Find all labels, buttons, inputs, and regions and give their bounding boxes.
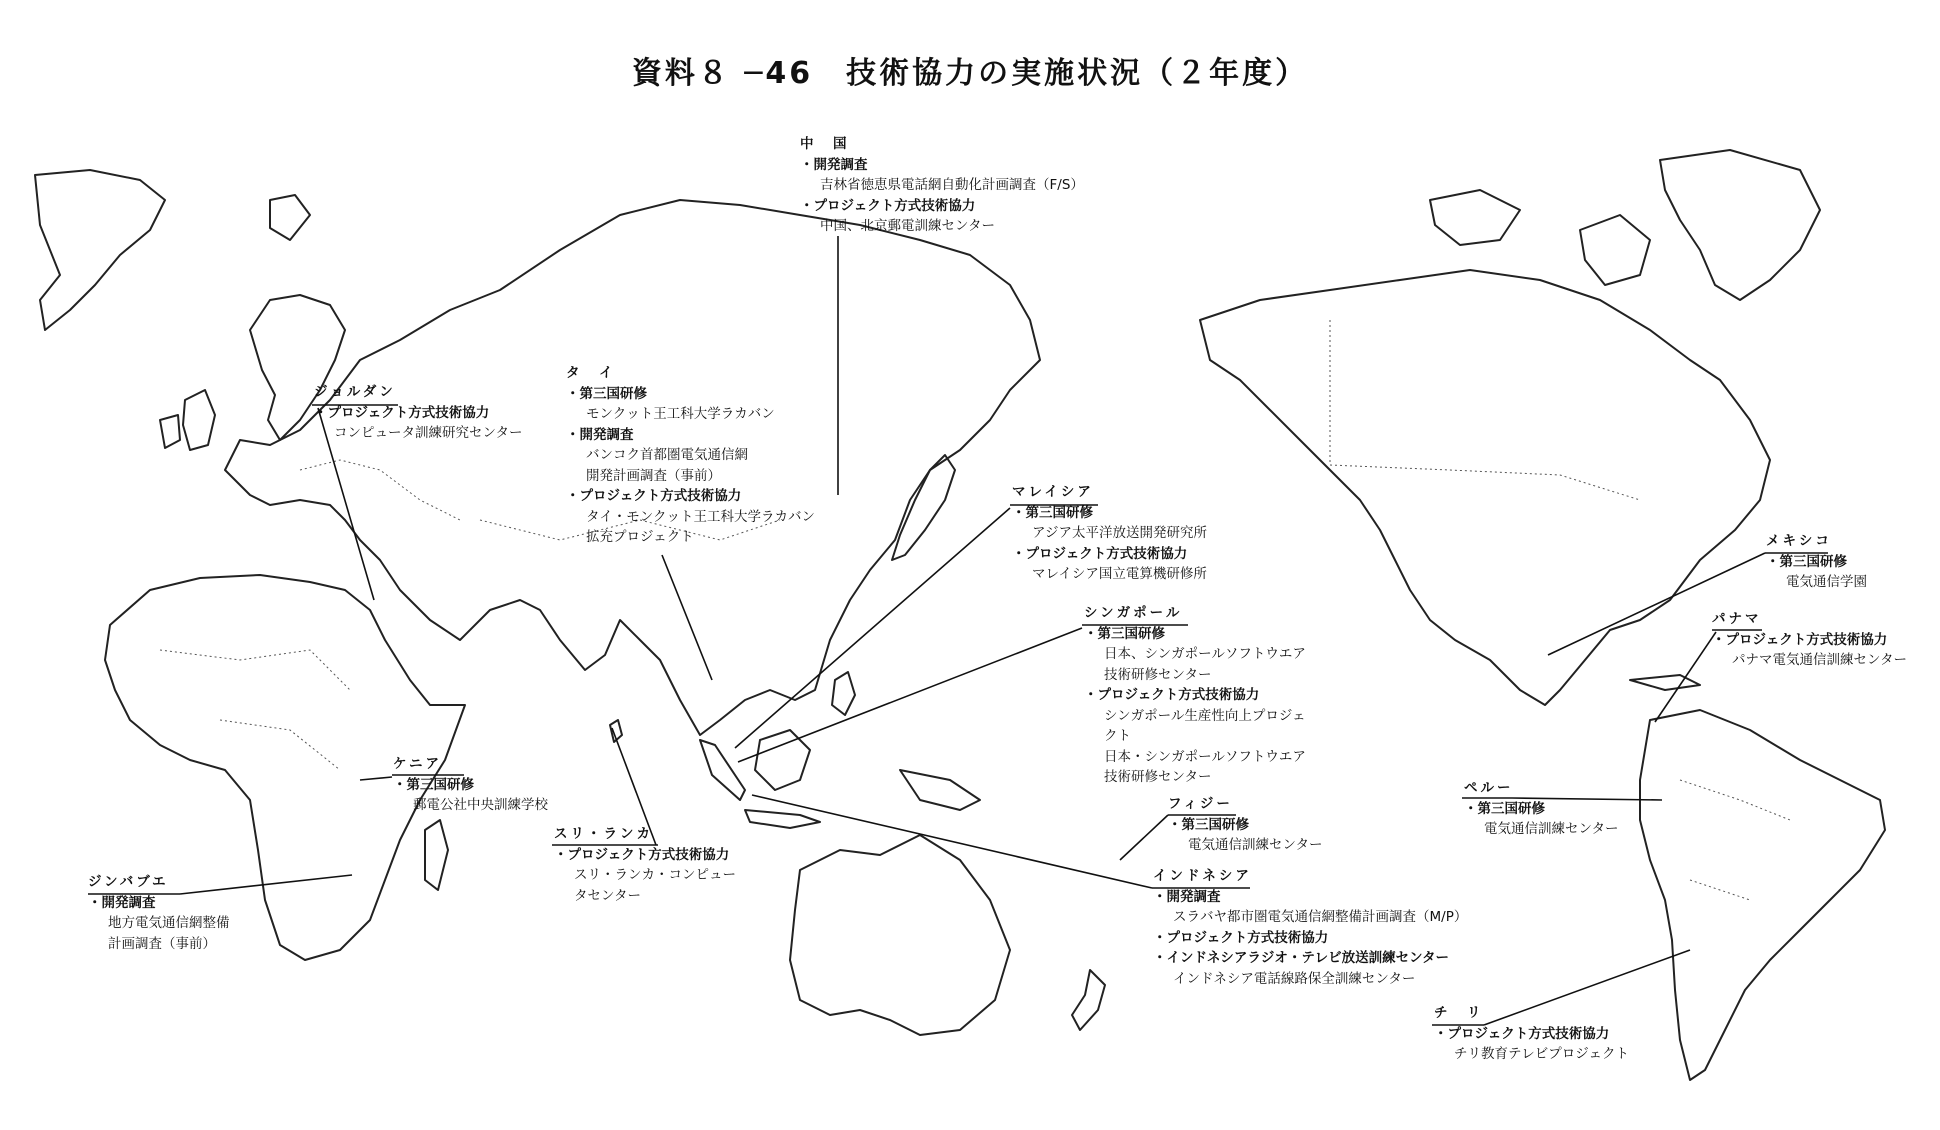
land-greenland-west bbox=[35, 170, 165, 330]
land-borneo bbox=[755, 730, 810, 790]
callout-peru-program-type: ・第三国研修 bbox=[1464, 800, 1545, 817]
land-japan bbox=[892, 455, 955, 560]
callout-mexico-program-type: ・第三国研修 bbox=[1766, 553, 1847, 570]
callout-fiji-country-name: フィジー bbox=[1168, 796, 1233, 812]
callout-srilanka-program-type: ・プロジェクト方式技術協力 bbox=[554, 846, 730, 863]
callout-singapore bbox=[1084, 603, 1306, 788]
callout-china-project-name: 吉林省徳恵県電話網自動化計画調査（F/S） bbox=[820, 177, 1084, 193]
callout-china-project-name: 中国、北京郵電訓練センター bbox=[820, 218, 995, 234]
land-arctic-islands bbox=[1430, 190, 1520, 245]
callout-indonesia bbox=[1153, 866, 1467, 989]
callout-thailand-project-name: タイ・モンクット王工科大学ラカバン bbox=[586, 508, 815, 525]
leader-kenya bbox=[360, 777, 392, 780]
callout-malaysia-program-type: ・プロジェクト方式技術協力 bbox=[1012, 545, 1188, 562]
callout-thailand-country-name: タ イ bbox=[566, 365, 616, 381]
callout-mexico-country-name: メキシコ bbox=[1766, 533, 1832, 549]
callout-malaysia-project-name: マレイシア国立電算機研修所 bbox=[1032, 566, 1207, 582]
callout-china-program-type: ・プロジェクト方式技術協力 bbox=[800, 197, 976, 214]
callout-malaysia-country-name: マレイシア bbox=[1012, 484, 1094, 500]
land-south-america bbox=[1640, 710, 1885, 1080]
callout-indonesia-country-name: インドネシア bbox=[1153, 868, 1252, 884]
border-africa bbox=[160, 650, 350, 770]
callout-panama-program-type: ・プロジェクト方式技術協力 bbox=[1712, 631, 1888, 648]
callout-china bbox=[800, 134, 1084, 237]
callout-peru-project-name: 電気通信訓練センター bbox=[1484, 821, 1619, 837]
callout-zimbabwe-country-name: ジンバブエ bbox=[88, 874, 169, 890]
callout-srilanka-project-name: タセンター bbox=[574, 887, 641, 904]
callout-thailand bbox=[566, 363, 815, 548]
callout-kenya-program-type: ・第三国研修 bbox=[393, 776, 474, 793]
callout-indonesia-program-type: ・インドネシアラジオ・テレビ放送訓練センター bbox=[1153, 950, 1450, 966]
land-madagascar bbox=[425, 820, 448, 890]
callout-singapore-program-type: ・プロジェクト方式技術協力 bbox=[1084, 687, 1260, 703]
callout-srilanka-country-name: スリ・ランカ bbox=[554, 826, 653, 842]
callout-indonesia-program-type: ・開発調査 bbox=[1153, 888, 1221, 905]
callout-peru bbox=[1464, 778, 1618, 840]
callout-fiji bbox=[1168, 794, 1322, 856]
callout-panama bbox=[1712, 609, 1907, 671]
callout-chile-program-type: ・プロジェクト方式技術協力 bbox=[1434, 1025, 1610, 1042]
land-britain bbox=[183, 390, 215, 450]
callout-mexico bbox=[1766, 531, 1867, 593]
callout-malaysia bbox=[1012, 482, 1207, 585]
border-south-america bbox=[1680, 780, 1790, 900]
callout-thailand-project-name: 開発計画調査（事前） bbox=[586, 467, 721, 484]
callout-singapore-program-type: ・第三国研修 bbox=[1084, 625, 1165, 642]
callout-indonesia-program-type: ・プロジェクト方式技術協力 bbox=[1153, 929, 1329, 946]
callout-jordan bbox=[314, 382, 522, 444]
callout-singapore-project-name: 技術研修センター bbox=[1104, 769, 1212, 785]
callout-indonesia-project-name: スラバヤ都市圏電気通信網整備計画調査（M/P） bbox=[1173, 909, 1468, 925]
leader-thailand bbox=[662, 555, 712, 680]
callout-china-country-name: 中 国 bbox=[800, 136, 850, 152]
callout-singapore-project-name: 日本、シンガポールソフトウエア bbox=[1104, 646, 1306, 662]
landmasses bbox=[35, 150, 1885, 1080]
land-svalbard bbox=[270, 195, 310, 240]
callout-singapore-project-name: シンガポール生産性向上プロジェ bbox=[1104, 707, 1306, 724]
callout-china-program-type: ・開発調査 bbox=[800, 156, 868, 173]
callout-indonesia-project-name: インドネシア電話線路保全訓練センター bbox=[1173, 970, 1416, 987]
land-java bbox=[745, 810, 820, 828]
land-greenland-east bbox=[1660, 150, 1820, 300]
callout-zimbabwe-project-name: 計画調査（事前） bbox=[108, 935, 216, 952]
callout-mexico-project-name: 電気通信学園 bbox=[1786, 574, 1867, 590]
callout-jordan-country-name: ジョルダン bbox=[314, 384, 396, 400]
callout-thailand-project-name: モンクット王工科大学ラカバン bbox=[586, 406, 775, 422]
callout-panama-country-name: パナマ bbox=[1712, 611, 1762, 627]
callout-thailand-program-type: ・第三国研修 bbox=[566, 385, 647, 402]
callout-peru-country-name: ペルー bbox=[1464, 780, 1514, 796]
land-ireland bbox=[160, 415, 180, 448]
callout-chile bbox=[1434, 1003, 1629, 1065]
land-newzealand bbox=[1072, 970, 1105, 1030]
callout-chile-country-name: チ リ bbox=[1434, 1005, 1484, 1021]
callout-thailand-program-type: ・プロジェクト方式技術協力 bbox=[566, 488, 742, 504]
callout-zimbabwe-project-name: 地方電気通信網整備 bbox=[108, 915, 230, 931]
land-australia bbox=[790, 835, 1010, 1035]
callout-thailand-project-name: 拡充プロジェクト bbox=[586, 529, 694, 545]
callout-kenya-country-name: ケニア bbox=[393, 756, 442, 772]
callout-panama-project-name: パナマ電気通信訓練センター bbox=[1732, 652, 1907, 668]
callout-malaysia-project-name: アジア太平洋放送開発研究所 bbox=[1032, 525, 1207, 541]
leader-lines bbox=[88, 236, 1828, 1025]
land-cuba bbox=[1630, 675, 1700, 690]
callout-jordan-program-type: ・プロジェクト方式技術協力 bbox=[314, 404, 490, 421]
callout-singapore-project-name: 技術研修センター bbox=[1104, 666, 1212, 683]
callout-malaysia-program-type: ・第三国研修 bbox=[1012, 504, 1093, 521]
leader-fiji bbox=[1120, 815, 1168, 860]
callout-kenya-project-name: 郵電公社中央訓練学校 bbox=[413, 797, 548, 813]
callout-singapore-project-name: 日本・シンガポールソフトウエア bbox=[1104, 748, 1306, 765]
callout-fiji-project-name: 電気通信訓練センター bbox=[1188, 837, 1323, 853]
callout-singapore-country-name: シンガポール bbox=[1084, 605, 1183, 621]
callout-thailand-program-type: ・開発調査 bbox=[566, 426, 634, 443]
page-title: 資料８ ─46 技術協力の実施状況（２年度） bbox=[631, 56, 1309, 91]
leader-singapore bbox=[738, 628, 1082, 762]
land-philippines bbox=[832, 672, 855, 715]
callout-zimbabwe bbox=[88, 872, 230, 954]
border-us-canada bbox=[1330, 465, 1640, 500]
land-baffin bbox=[1580, 215, 1650, 285]
callout-fiji-program-type: ・第三国研修 bbox=[1168, 816, 1249, 833]
border-europe bbox=[300, 460, 460, 520]
land-newguinea bbox=[900, 770, 980, 810]
callout-chile-project-name: チリ教育テレビプロジェクト bbox=[1454, 1046, 1629, 1062]
callout-singapore-project-name: クト bbox=[1104, 728, 1131, 744]
callout-thailand-project-name: バンコク首都圏電気通信網 bbox=[586, 447, 748, 463]
callout-srilanka bbox=[554, 824, 736, 906]
callout-jordan-project-name: コンピュータ訓練研究センター bbox=[334, 425, 523, 441]
callout-kenya bbox=[393, 754, 548, 816]
callout-srilanka-project-name: スリ・ランカ・コンピュー bbox=[574, 867, 736, 883]
land-sumatra bbox=[700, 740, 745, 800]
callout-zimbabwe-program-type: ・開発調査 bbox=[88, 894, 156, 911]
